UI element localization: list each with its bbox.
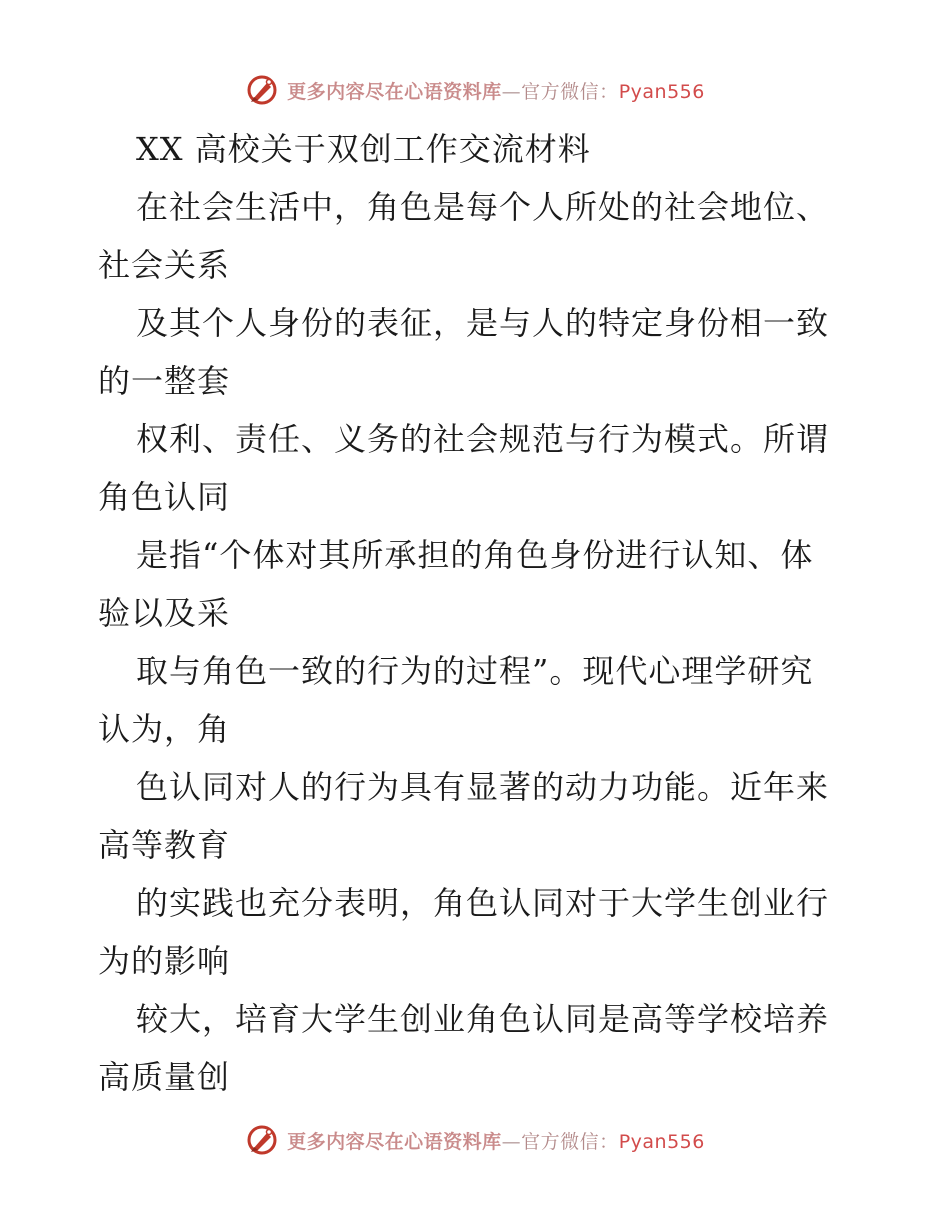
text-line: 高等教育 [98, 826, 231, 864]
watermark-main-text: 更多内容尽在心语资料库 [287, 1130, 502, 1153]
text-line: 权利、责任、义务的社会规范与行为模式。所谓 [136, 420, 830, 458]
text-line: 是指“个体对其所承担的角色身份进行认知、体 [136, 536, 814, 574]
footer-watermark [0, 1120, 950, 1160]
text-line: 验以及采 [98, 594, 231, 632]
text-line: 及其个人身份的表征，是与人的特定身份相一致 [136, 304, 830, 342]
text-line: 取与角色一致的行为的过程”。现代心理学研究 [136, 652, 814, 690]
watermark-main-text: 更多内容尽在心语资料库 [287, 80, 502, 103]
text-line: 的实践也充分表明，角色认同对于大学生创业行 [136, 884, 830, 922]
text-line: 在社会生活中，角色是每个人所处的社会地位、 [136, 188, 830, 226]
document-body [98, 120, 858, 1106]
text-line: 为的影响 [98, 942, 231, 980]
watermark-wechat-id: Pyan556 [618, 80, 705, 103]
header-watermark [0, 70, 950, 110]
document-title: XX 高校关于双创工作交流材料 [136, 130, 591, 168]
watermark-wechat-label: 官方微信： [521, 80, 619, 103]
text-line: 的一整套 [98, 362, 231, 400]
text-line: 角色认同 [98, 478, 231, 516]
text-line: 较大，培育大学生创业角色认同是高等学校培养 [136, 1000, 830, 1038]
watermark-wechat-label: 官方微信： [521, 1130, 619, 1153]
text-line: 社会关系 [98, 246, 231, 284]
watermark-dash: — [501, 80, 522, 103]
watermark-dash: — [501, 1130, 522, 1153]
pen-nib-circle-icon [245, 1123, 279, 1157]
watermark-wechat-id: Pyan556 [618, 1130, 705, 1153]
text-line: 色认同对人的行为具有显著的动力功能。近年来 [136, 768, 830, 806]
pen-nib-circle-icon [245, 73, 279, 107]
text-line: 高质量创 [98, 1058, 231, 1096]
text-line: 认为，角 [98, 710, 231, 748]
